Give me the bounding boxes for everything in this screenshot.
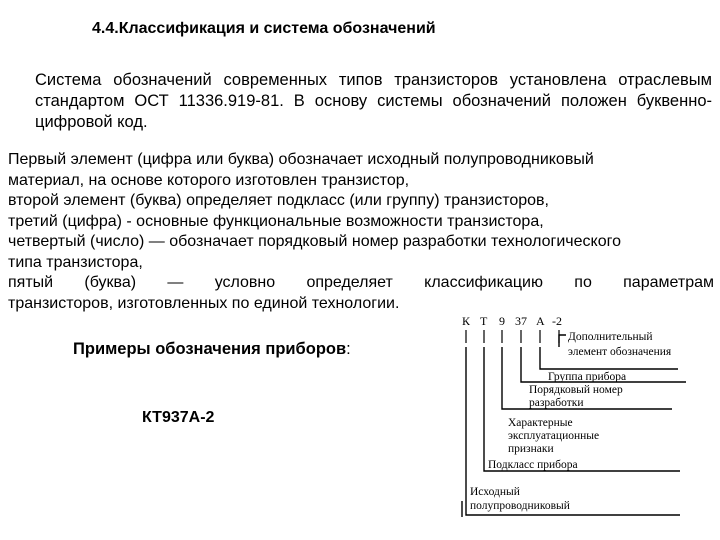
label-device-group: Группа прибора: [548, 371, 627, 383]
elements-line: материал, на основе которого изготовлен транзистор,: [8, 171, 410, 189]
designation-diagram: [440, 305, 700, 535]
example-code: КТ937А-2: [142, 409, 215, 426]
label-operating-features-2: эксплуатационные: [508, 430, 600, 442]
elements-line: третий (цифра) - основные функциональные возможности транзистора,: [8, 212, 544, 230]
label-source-material-1: Исходный: [470, 486, 520, 498]
elements-line: типа транзистора,: [8, 253, 143, 271]
examples-label-text: Примеры обозначения приборов: [73, 340, 347, 358]
examples-label: [73, 340, 351, 359]
elements-description: [8, 150, 714, 314]
code-part-a: А: [536, 314, 545, 328]
code-part-9: 9: [499, 314, 505, 328]
examples-label-colon: :: [346, 340, 351, 358]
section-heading: 4.4.Классификация и система обозначений: [92, 20, 436, 37]
elements-line: пятый (буква) — условно определяет классификацию по параметрам: [8, 274, 714, 291]
code-part-k: К: [462, 314, 471, 328]
label-operating-features-3: признаки: [508, 443, 554, 455]
code-part-suffix: -2: [552, 314, 562, 328]
code-tick-marks: [466, 330, 559, 343]
code-part-37: 37: [515, 314, 527, 328]
elements-line: транзисторов, изготовленных по единой технологии.: [8, 294, 400, 312]
label-device-subclass: Подкласс прибора: [488, 459, 578, 471]
label-additional-element-2: элемент обозначения: [568, 346, 672, 358]
label-serial-number-2: разработки: [529, 397, 584, 409]
label-source-material-2: полупроводниковый: [470, 500, 570, 512]
code-part-t: Т: [480, 314, 488, 328]
designation-diagram-svg: [440, 305, 700, 535]
intro-paragraph: Система обозначений современных типов транзисторов установлена отраслевым стандартом ОСТ 11336.919-81. В основу системы обозначений положен буквенно-цифровой код.: [35, 71, 712, 131]
label-serial-number-1: Порядковый номер: [529, 384, 623, 396]
elements-line: Первый элемент (цифра или буква) обозначает исходный полупроводниковый: [8, 151, 594, 168]
label-operating-features-1: Характерные: [508, 417, 573, 429]
label-additional-element-1: Дополнительный: [568, 331, 653, 343]
elements-line: четвертый (число) — обозначает порядковый номер разработки технологического: [8, 233, 621, 250]
elements-line: второй элемент (буква) определяет подкласс (или группу) транзисторов,: [8, 192, 549, 209]
